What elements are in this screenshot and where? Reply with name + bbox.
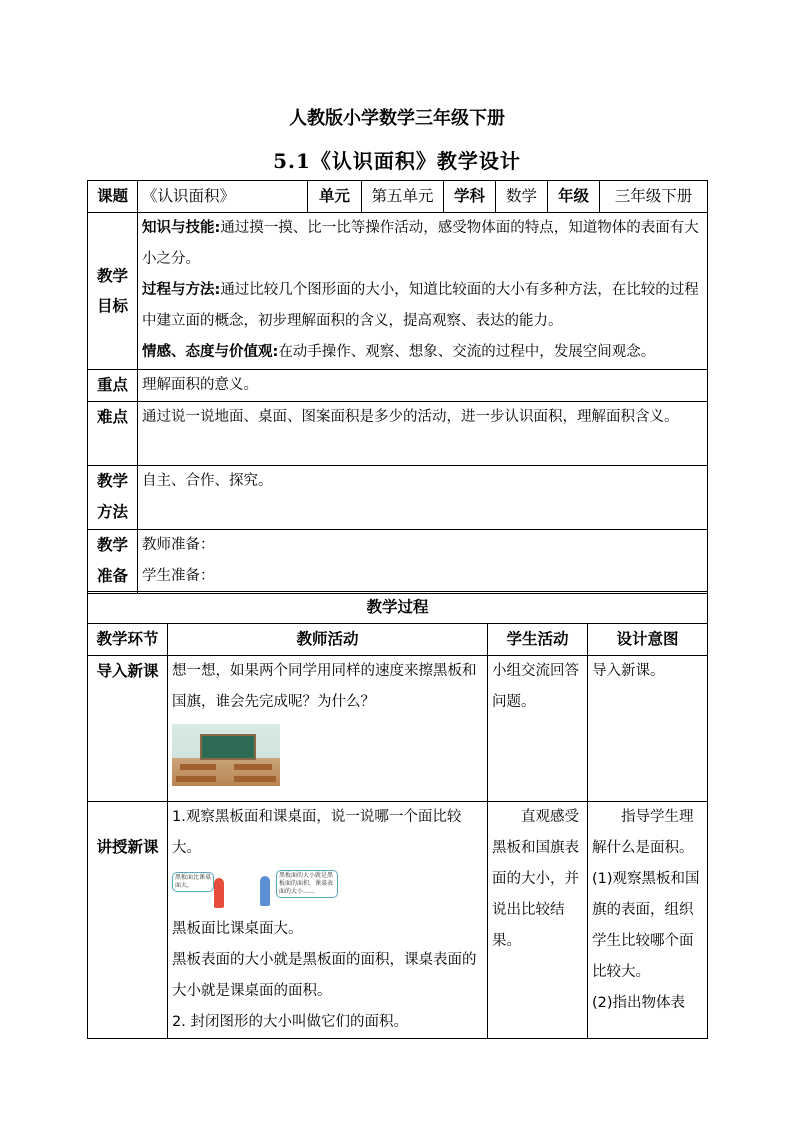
col-teacher: 教师活动 xyxy=(168,624,488,656)
prep-label-line1: 教学 xyxy=(96,536,128,554)
method-label-line2: 方法 xyxy=(96,503,128,521)
desk-shape xyxy=(180,764,216,770)
goals-label-line2: 目标 xyxy=(96,297,128,315)
desk-shape xyxy=(176,776,216,782)
goal-process-text: 通过比较几个图形面的大小，知道比较面的大小有多种方法，在比较的过程中建立面的概念，初步理解面积的含义，提高观察、表达的能力。 xyxy=(142,282,699,329)
intro-teacher-text: 想一想，如果两个同学用同样的速度来擦黑板和国旗，谁会先完成呢？为什么？ xyxy=(172,663,477,710)
focus-text: 理解面积的意义。 xyxy=(138,370,708,402)
info-table xyxy=(87,180,708,594)
students-image xyxy=(172,870,332,914)
goals-label xyxy=(88,213,138,370)
desk-shape xyxy=(234,764,272,770)
teach-teacher-step2: 黑板面比课桌面大。 xyxy=(172,921,303,937)
doc-title: 人教版小学数学三年级下册 xyxy=(289,108,505,129)
speech-bubble-right: 黑板面的大小就是黑板面的面积，课桌表面的大小…… xyxy=(276,870,338,898)
process-title: 教学过程 xyxy=(88,592,708,624)
intro-teacher xyxy=(168,656,488,802)
intro-student: 小组交流回答问题。 xyxy=(488,656,588,802)
teach-stage xyxy=(88,802,168,1039)
teach-intent xyxy=(588,802,708,1039)
speech-bubble-left: 黑板面比课桌面大。 xyxy=(172,872,214,892)
col-intent: 设计意图 xyxy=(588,624,708,656)
intro-stage: 导入新课 xyxy=(88,656,168,802)
prep-label-line2: 准备 xyxy=(96,567,128,585)
blackboard-shape xyxy=(200,734,256,760)
unit-label: 单元 xyxy=(308,181,362,213)
desk-shape xyxy=(234,776,276,782)
subject-label: 学科 xyxy=(444,181,496,213)
student-figure xyxy=(214,878,224,908)
grade-label: 年级 xyxy=(548,181,600,213)
goals-label-line1: 教学 xyxy=(96,267,128,285)
goal-knowledge-label: 知识与技能: xyxy=(142,220,221,236)
goal-knowledge-text: 通过摸一摸、比一比等操作活动，感受物体面的特点，知道物体的表面有大小之分。 xyxy=(142,220,699,267)
prep-teacher: 教师准备： xyxy=(142,537,215,553)
prep-content xyxy=(138,530,708,594)
goal-knowledge xyxy=(142,213,703,275)
prep-label xyxy=(88,530,138,594)
teach-teacher-step3: 黑板表面的大小就是黑板面的面积，课桌表面的大小就是课桌面的面积。 xyxy=(172,952,477,999)
teach-intent-2: (1)观察黑板和国旗的表面，组织学生比较哪个面比较大。 xyxy=(592,871,700,980)
teach-teacher-step4: 2. 封闭图形的大小叫做它们的面积。 xyxy=(172,1014,408,1030)
teach-intent-1: 指导学生理解什么是面积。 xyxy=(592,809,694,856)
goal-process-label: 过程与方法: xyxy=(142,282,221,298)
classroom-image xyxy=(172,724,280,786)
student-figure xyxy=(260,876,270,906)
doc-subtitle: 5.1《认识面积》教学设计 xyxy=(273,149,521,173)
teach-intent-3: (2)指出物体表 xyxy=(592,995,686,1011)
unit-value: 第五单元 xyxy=(362,181,444,213)
grade-value: 三年级下册 xyxy=(600,181,708,213)
col-student: 学生活动 xyxy=(488,624,588,656)
difficulty-text: 通过说一说地面、桌面、图案面积是多少的活动，进一步认识面积，理解面积含义。 xyxy=(138,402,708,466)
method-label-line1: 教学 xyxy=(96,472,128,490)
teach-student: 直观感受黑板和国旗表面的大小，并说出比较结果。 xyxy=(488,802,588,1039)
prep-student: 学生准备： xyxy=(142,568,215,584)
goal-emotion-text: 在动手操作、观察、想象、交流的过程中，发展空间观念。 xyxy=(278,344,656,360)
teach-teacher-step1: 1.观察黑板面和课桌面，说一说哪一个面比较大。 xyxy=(172,809,462,856)
goal-process xyxy=(142,275,703,337)
focus-label: 重点 xyxy=(88,370,138,402)
col-stage: 教学环节 xyxy=(88,624,168,656)
goal-emotion xyxy=(142,337,703,368)
intro-intent: 导入新课。 xyxy=(588,656,708,802)
method-label xyxy=(88,466,138,530)
subject-value: 数学 xyxy=(496,181,548,213)
process-table xyxy=(87,591,708,1039)
goals-content xyxy=(138,213,708,370)
teach-teacher xyxy=(168,802,488,1039)
topic-label: 课题 xyxy=(88,181,138,213)
teach-stage-label: 讲授新课 xyxy=(96,838,159,856)
difficulty-label: 难点 xyxy=(88,402,138,466)
method-text: 自主、合作、探究。 xyxy=(138,466,708,530)
topic-value: 《认识面积》 xyxy=(138,181,308,213)
goal-emotion-label: 情感、态度与价值观: xyxy=(142,344,279,360)
